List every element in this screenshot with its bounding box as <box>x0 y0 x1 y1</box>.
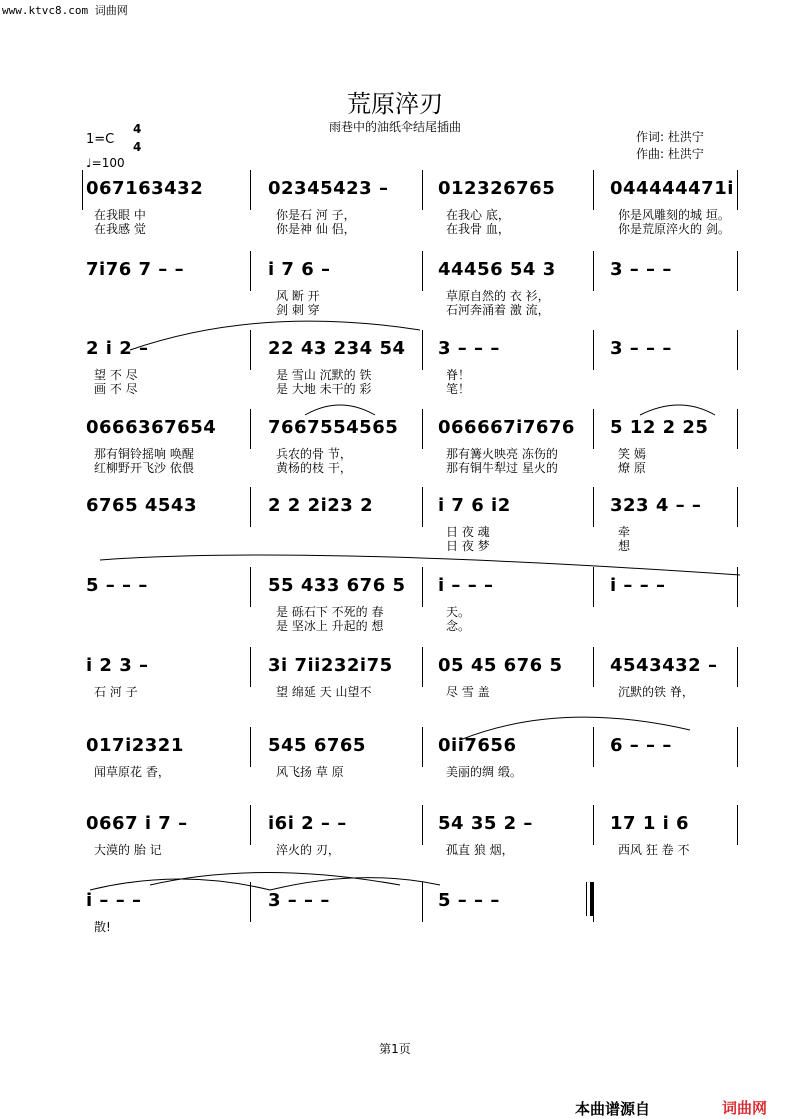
measure-notes: i – – – <box>86 890 142 911</box>
measure-notes: 5 – – – <box>86 575 148 596</box>
measure-notes: 066667i7676 <box>438 417 575 438</box>
lyric-line-2: 画 不 尽 <box>94 382 138 396</box>
lyric-line-1: 淬火的 刃， <box>276 843 340 857</box>
measure-notes: 0ii7656 <box>438 735 517 756</box>
lyric-line-2: 石河奔涌着 激 流， <box>446 303 550 317</box>
tempo-value: =100 <box>91 156 125 170</box>
measure-notes: 7667554565 <box>268 417 399 438</box>
lyric-line-1: 兵农的骨 节， <box>276 447 352 461</box>
lyric-line-2: 念。 <box>446 619 471 633</box>
measure-notes: 7i76 7 – – <box>86 259 185 280</box>
measure-notes: i 2 3 – <box>86 655 149 676</box>
lyric-line-1: 你是风雕刻的城 垣。 <box>618 208 730 222</box>
key-signature: 1=C <box>86 132 115 147</box>
measure-notes: 3 – – – <box>610 338 672 359</box>
measure-notes: 6 – – – <box>610 735 672 756</box>
measure-notes: i – – – <box>438 575 494 596</box>
measure-notes: 5 12 2 25 <box>610 417 709 438</box>
composer-credit: 作曲: 杜洪宁 <box>636 147 704 161</box>
lyric-line-1: 西风 狂 卷 不 <box>618 843 690 857</box>
measure-notes: 6765 4543 <box>86 495 197 516</box>
lyric-line-1: 风飞扬 草 原 <box>276 765 344 779</box>
lyric-line-1: 风 断 开 <box>276 289 320 303</box>
measure-notes: 4543432 – <box>610 655 718 676</box>
lyric-line-1: 望 不 尽 <box>94 368 138 382</box>
measure-notes: 2 2 2i23 2 <box>268 495 374 516</box>
lyric-line-1: 在我眼 中 <box>94 208 146 222</box>
measure-notes: i6i 2 – – <box>268 813 347 834</box>
measure-notes: 3 – – – <box>268 890 330 911</box>
lyric-line-2: 在我感 觉 <box>94 222 146 236</box>
lyric-line-2: 燎 原 <box>618 461 646 475</box>
measure-notes: 02345423 – <box>268 178 389 199</box>
lyric-line-2: 想 <box>618 539 631 553</box>
lyric-line-2: 黄杨的枝 干， <box>276 461 352 475</box>
lyric-line-1: 孤直 狼 烟， <box>446 843 514 857</box>
measure-notes: 5 – – – <box>438 890 500 911</box>
lyric-line-1: 那有篝火映亮 冻伤的 <box>446 447 558 461</box>
lyric-line-1: 石 河 子 <box>94 685 138 699</box>
song-subtitle: 雨巷中的油纸伞结尾插曲 <box>328 120 461 134</box>
lyric-line-1: 大漠的 胎 记 <box>94 843 162 857</box>
measure-notes: 3i 7ii232i75 <box>268 655 393 676</box>
lyric-line-2: 你是神 仙 侣， <box>276 222 356 236</box>
measure-notes: 0666367654 <box>86 417 217 438</box>
measure-notes: i 7 6 – <box>268 259 331 280</box>
measure-notes: 545 6765 <box>268 735 366 756</box>
lyric-line-1: 闻草原花 香， <box>94 765 170 779</box>
lyric-line-1: 是 雪山 沉默的 铁 <box>276 368 372 382</box>
lyric-line-2: 那有铜牛犁过 星火的 <box>446 461 558 475</box>
measure-notes: 05 45 676 5 <box>438 655 563 676</box>
measure-notes: i – – – <box>610 575 666 596</box>
lyric-line-1: 笑 嫣 <box>618 447 646 461</box>
measure-notes: 3 – – – <box>610 259 672 280</box>
measure-notes: 0667 i 7 – <box>86 813 188 834</box>
lyric-line-2: 剑 刺 穿 <box>276 303 320 317</box>
lyric-line-2: 笔！ <box>446 382 471 396</box>
quarter-note-icon: ♩ <box>86 156 92 170</box>
source-label: 本曲谱源自 <box>575 1100 651 1118</box>
lyric-line-1: 是 砾石下 不死的 春 <box>276 605 384 619</box>
lyric-line-2: 是 坚冰上 升起的 想 <box>276 619 384 633</box>
lyric-line-2: 是 大地 未干的 彩 <box>276 382 372 396</box>
lyric-line-1: 在我心 底， <box>446 208 510 222</box>
lyric-line-2: 在我骨 血， <box>446 222 510 236</box>
lyric-line-1: 美丽的绸 缎。 <box>446 765 522 779</box>
lyric-line-1: 脊！ <box>446 368 471 382</box>
time-signature-top: 4 <box>133 122 142 136</box>
lyric-line-1: 牵 <box>618 525 631 539</box>
measure-notes: 012326765 <box>438 178 556 199</box>
measure-notes: 323 4 – – <box>610 495 702 516</box>
measure-notes: 2 i 2 – <box>86 338 149 359</box>
measure-notes: 044444471i <box>610 178 734 199</box>
lyric-line-1: 草原自然的 衣 衫， <box>446 289 550 303</box>
lyric-line-2: 你是荒原淬火的 剑。 <box>618 222 730 236</box>
site-watermark: www.ktvc8.com 词曲网 <box>2 4 128 17</box>
measure-notes: 067163432 <box>86 178 204 199</box>
lyric-line-1: 沉默的铁 脊， <box>618 685 694 699</box>
lyric-line-2: 红柳野开飞沙 依偎 <box>94 461 194 475</box>
lyric-line-1: 你是石 河 子， <box>276 208 356 222</box>
time-signature-bottom: 4 <box>133 140 142 154</box>
measure-notes: 22 43 234 54 <box>268 338 406 359</box>
measure-notes: 54 35 2 – <box>438 813 533 834</box>
lyric-line-1: 天。 <box>446 605 471 619</box>
lyric-line-1: 尽 雪 盖 <box>446 685 490 699</box>
measure-notes: 55 433 676 5 <box>268 575 406 596</box>
measure-notes: 17 1 i 6 <box>610 813 690 834</box>
lyric-line-1: 散! <box>94 920 111 934</box>
measure-notes: 017i2321 <box>86 735 184 756</box>
measure-notes: 44456 54 3 <box>438 259 556 280</box>
lyric-line-2: 日 夜 梦 <box>446 539 490 553</box>
lyric-line-1: 日 夜 魂 <box>446 525 490 539</box>
site-logo: 词曲网 <box>722 1099 768 1117</box>
lyricist-credit: 作词: 杜洪宁 <box>636 130 704 144</box>
measure-notes: 3 – – – <box>438 338 500 359</box>
lyric-line-1: 望 绵延 天 山望不 <box>276 685 372 699</box>
page-number: 第1页 <box>379 1042 411 1056</box>
lyric-line-1: 那有铜铃摇响 唤醒 <box>94 447 194 461</box>
measure-notes: i 7 6 i2 <box>438 495 511 516</box>
song-title: 荒原淬刃 <box>347 90 443 118</box>
